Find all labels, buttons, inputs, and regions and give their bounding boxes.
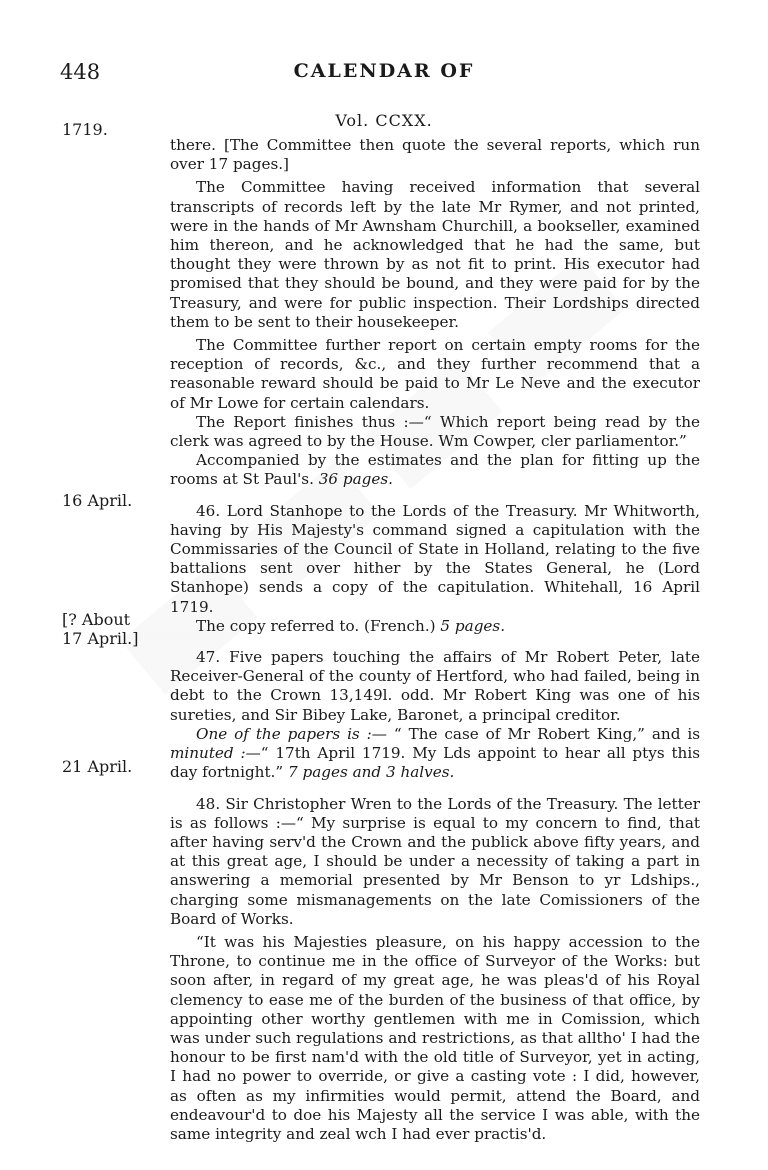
- page-count: 36 pages.: [318, 470, 394, 489]
- body-text: [170, 136, 700, 1144]
- paragraph-rooms: The Committee further report on certain empty rooms for the reception of records, &c., and they further recommend that a reasonable reward should be paid to Mr Le Neve and the executor of Mr Lowe for certain calendars.: [170, 336, 700, 412]
- paragraph-report-finish: The Report finishes thus :—“ Which report being read by the clerk was agreed to by the House. Wm Cowper, cler parliamentor.”: [170, 412, 700, 451]
- one-of-papers: One of the papers is :: [196, 724, 372, 743]
- paragraph-transcripts: The Committee having received information that several transcripts of records left by the late Mr Rymer, and not printed, were in the hands of Mr Awnsham Churchill, a bookseller, examined him thereon, and he acknowledged that he had the same, but thought they were thrown by as not fit to print. His executor had promised that they should be bound, and they were paid for by the Treasury, and were for public inspection. Their Lordships directed them to be sent to their housekeeper.: [170, 178, 700, 331]
- entry-47-minute: [170, 725, 700, 783]
- volume-heading: Vol. CCXX.: [335, 111, 433, 130]
- minute-text: —“ 17th April 1719. My Lds appoint to hear all ptys this day fortnight.”: [170, 744, 700, 782]
- entry-48-continued: “It was his Majesties pleasure, on his happy accession to the Throne, to continue me in the office of Surveyor of the Works: but soon after, in regard of my great age, he was pleas'd of his Royal clemency to ease me of the burden of the business of that office, by appointing other worthy gentlemen with me in Comission, which was under such regulations and restrictions, as that alltho' I had the honour to be first nam'd with the old title of Surveyor, yet in acting, I had no power to override, or give a casting vote : I did, however, as often as my infirmities would permit, attend the Board, and endeavour'd to doe his Majesty all the service I was able, with the same integrity and zeal wch I had ever practis'd.: [170, 932, 700, 1143]
- entry-47: 47. Five papers touching the affairs of Mr Robert Peter, late Receiver-General of the county of Hertford, who had failed, being in debt to the Crown 13,149l. odd. Mr Robert King was one of his sureties, and Sir Bibey Lake, Baronet, a principal creditor.: [170, 648, 700, 724]
- case-text: — “ The case of Mr Robert King,” and is: [371, 724, 700, 743]
- paragraph-continuation: there. [The Committee then quote the several reports, which run over 17 pages.]: [170, 136, 700, 174]
- copy-text: The copy referred to. (French.): [196, 616, 436, 635]
- page-count: 7 pages and 3 halves.: [287, 763, 455, 782]
- margin-date-47a: [? About: [62, 610, 131, 629]
- entry-46: 46. Lord Stanhope to the Lords of the Treasury. Mr Whitworth, having by His Majesty's command signed a capitulation with the Commissaries of the Council of State in Holland, relating to the five battalions sent over hither by the States General, he (Lord Stanhope) sends a copy of the capitulation. Whitehall, 16 April 1719.: [170, 501, 700, 616]
- margin-date-47b: 17 April.]: [62, 629, 139, 648]
- paragraph-accompanied: [170, 451, 700, 489]
- accompanied-text: Accompanied by the estimates and the plan for fitting up the rooms at St Paul's.: [170, 451, 700, 489]
- margin-date-48: 21 April.: [62, 757, 133, 776]
- minuted-label: minuted :: [170, 744, 246, 763]
- page-count: 5 pages.: [440, 616, 506, 635]
- margin-date-46: 16 April.: [62, 491, 133, 510]
- page-number: 448: [60, 60, 101, 84]
- entry-48: 48. Sir Christopher Wren to the Lords of the Treasury. The letter is as follows :—“ My surprise is equal to my concern to find, that after having serv'd the Crown and the publick above fifty years, and at this great age, I should be under a necessity of taking a part in answering a memorial presented by Mr Benson to yr Ldships., charging some mismanagements on the late Comissioners of the Board of Works.: [170, 794, 700, 928]
- margin-year: 1719.: [62, 120, 108, 139]
- entry-46-copy: [170, 617, 700, 636]
- running-title: CALENDAR OF: [293, 60, 475, 82]
